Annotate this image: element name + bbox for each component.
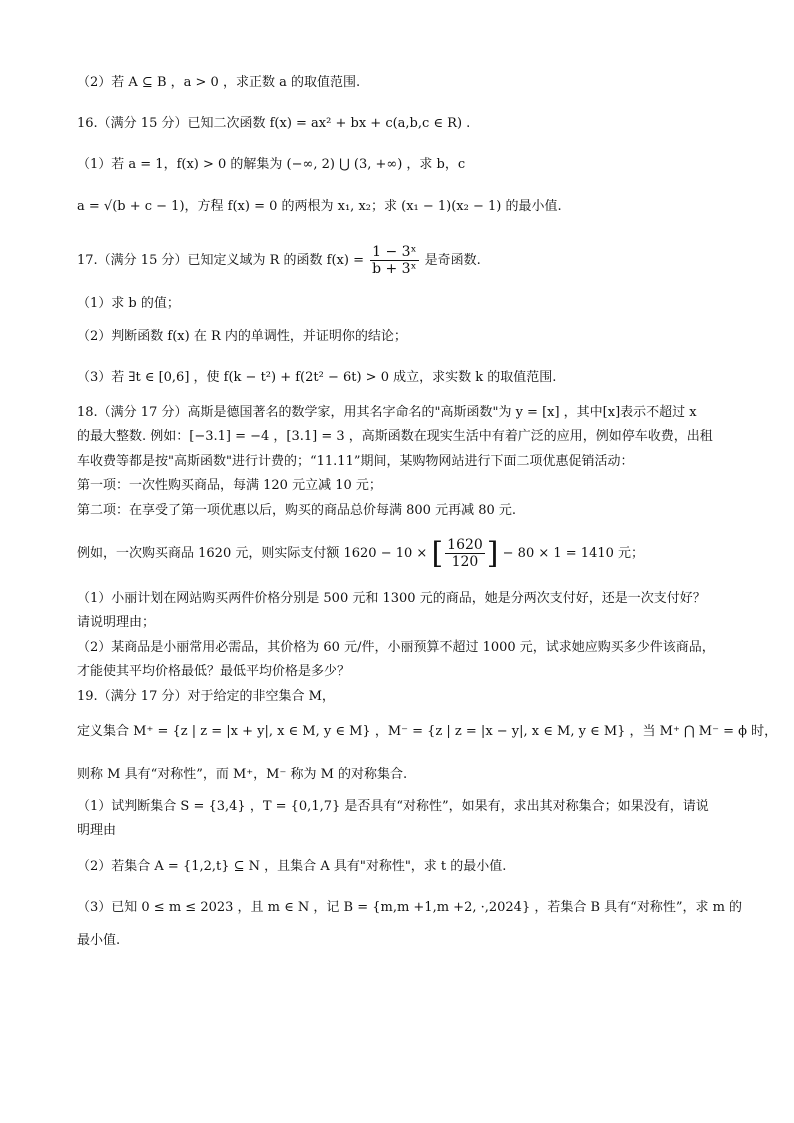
q17-stem-pre: 17.（满分 15 分）已知定义域为 R 的函数 f(x) =	[77, 253, 369, 268]
q19-part3-line2: 最小值.	[77, 933, 121, 948]
q17-stem-post: 是奇函数.	[424, 253, 481, 268]
q18-part2-line2: 才能使其平均价格最低？最低平均价格是多少？	[77, 664, 351, 679]
q19-stem: 19.（满分 17 分）对于给定的非空集合 M，	[77, 689, 335, 704]
q16-part1: （1）若 a = 1，f(x) > 0 的解集为 (−∞, 2) ⋃ (3, +∞) ，求 b，c	[77, 157, 466, 172]
q17-frac-den: b + 3ˣ	[372, 261, 417, 277]
q18-item1: 第一项：一次性购买商品，每满 120 元立减 10 元；	[77, 478, 382, 493]
q18-example	[77, 534, 724, 574]
q19-definition: 定义集合 M⁺ = {z | z = |x + y|, x ∈ M, y ∈ M} ，M⁻ = {z | z = |x − y|, x ∈ M, y ∈ M} ，当 M⁺ ⋂ M⁻ = ϕ 时，	[77, 724, 778, 739]
q18-example-fraction	[445, 537, 485, 570]
q17-part1: （1）求 b 的值；	[77, 296, 180, 311]
q18-part1-line1: （1）小丽计划在网站购买两件价格分别是 500 元和 1300 元的商品，她是分两次支付好，还是一次支付好？	[77, 591, 706, 606]
q17-frac-num: 1 − 3ˣ	[372, 244, 417, 260]
left-bracket: [	[431, 535, 444, 571]
q18-stem-line2: 的最大整数. 例如：[−3.1] = −4 ，[3.1] = 3 ，高斯函数在现实生活中有着广泛的应用，例如停车收费，出租	[77, 429, 713, 444]
q19-part1-line2: 明理由	[77, 823, 117, 838]
q18-example-post: − 80 × 1 = 1410 元；	[502, 546, 645, 561]
q18-stem-line3: 车收费等都是按"高斯函数"进行计费的；“11.11”期间，某购物网站进行下面二项优惠促销活动：	[77, 454, 634, 469]
q18-part2-line1: （2）某商品是小丽常用必需品，其价格为 60 元/件，小丽预算不超过 1000 元，试求她应购买多少件该商品，	[77, 640, 715, 655]
q18-example-pre: 例如，一次购买商品 1620 元，则实际支付额 1620 − 10 ×	[77, 546, 428, 561]
q17-part2: （2）判断函数 f(x) 在 R 内的单调性，并证明你的结论；	[77, 329, 407, 344]
q18-item2: 第二项：在享受了第一项优惠以后，购买的商品总价每满 800 元再减 80 元.	[77, 503, 517, 518]
q17-stem	[77, 244, 724, 278]
q17-fraction	[370, 244, 418, 277]
q18-stem-line1: 18.（满分 17 分）高斯是德国著名的数学家，用其名字命名的"高斯函数"为 y = [x] ，其中[x]表示不超过 x	[77, 405, 697, 420]
q18-example-num: 1620	[447, 537, 483, 553]
q17-part3: （3）若 ∃t ∈ [0,6] ，使 f(k − t²) + f(2t² − 6t) > 0 成立，求实数 k 的取值范围.	[77, 370, 557, 385]
q19-part2: （2）若集合 A = {1,2,t} ⊆ N ，且集合 A 具有"对称性"，求 t 的最小值.	[77, 859, 507, 874]
q16-stem: 16.（满分 15 分）已知二次函数 f(x) = ax² + bx + c(a,b,c ∈ R) .	[77, 116, 471, 131]
right-bracket: ]	[486, 535, 499, 571]
q19-part3-line1: （3）已知 0 ≤ m ≤ 2023 ，且 m ∈ N ，记 B = {m,m +1,m +2, ·,2024} ，若集合 B 具有“对称性”，求 m 的	[77, 900, 743, 915]
q18-part1-line2: 请说明理由；	[77, 615, 156, 630]
q15-part2: （2）若 A ⊆ B ，a > 0 ，求正数 a 的取值范围.	[77, 75, 361, 90]
q16-part2: a = √(b + c − 1)，方程 f(x) = 0 的两根为 x₁, x₂；求 (x₁ − 1)(x₂ − 1) 的最小值.	[77, 199, 562, 214]
q18-example-den: 120	[451, 554, 479, 570]
q19-part1-line1: （1）试判断集合 S = {3,4} ，T = {0,1,7} 是否具有“对称性”，如果有，求出其对称集合；如果没有，请说	[77, 799, 709, 814]
q19-definition-2: 则称 M 具有“对称性”，而 M⁺，M⁻ 称为 M 的对称集合.	[77, 767, 408, 782]
